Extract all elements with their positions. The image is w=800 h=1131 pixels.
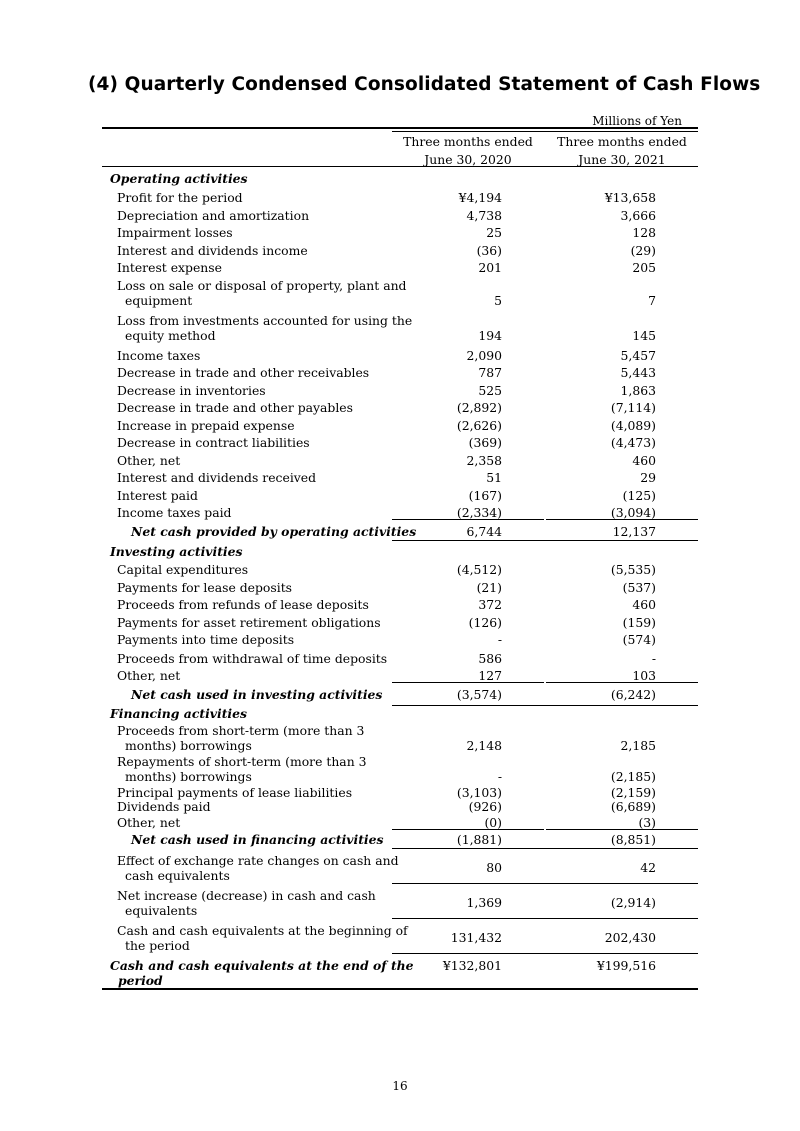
value-2020: 2,148 xyxy=(466,738,502,753)
value-2021: (29) xyxy=(630,243,656,258)
value-2021: 5,443 xyxy=(620,365,656,380)
value-2020: 525 xyxy=(478,383,502,398)
row-label xyxy=(110,544,242,559)
value-2020: 1,369 xyxy=(466,895,502,910)
row-label xyxy=(117,723,364,753)
value-2020: - xyxy=(497,632,502,647)
value-2021: (3,094) xyxy=(610,505,656,520)
table-bottom-rule xyxy=(102,988,698,990)
value-2021: (6,242) xyxy=(610,687,656,702)
column-header-line2: June 30, 2020 xyxy=(424,151,512,167)
row-label xyxy=(117,190,243,205)
row-label xyxy=(117,668,180,683)
value-2020: 2,358 xyxy=(466,453,502,468)
column-header-line2: June 30, 2021 xyxy=(578,151,666,167)
value-2020: 2,090 xyxy=(466,348,502,363)
value-2021: 205 xyxy=(632,260,656,275)
section-rule xyxy=(392,953,698,954)
value-2021: (125) xyxy=(622,488,656,503)
row-label xyxy=(110,706,247,721)
value-2021: 128 xyxy=(632,225,656,240)
value-2020: (2,334) xyxy=(456,505,502,520)
row-label-line2: equity method xyxy=(125,328,216,343)
row-label-line1: Cash and cash equivalents at the end of the xyxy=(110,958,414,973)
row-label-line2: equivalents xyxy=(125,903,198,918)
row-label xyxy=(110,171,248,186)
value-2021: (7,114) xyxy=(610,400,656,415)
value-2020: (21) xyxy=(476,580,502,595)
header-top-rule xyxy=(102,127,698,129)
row-label-line1: Decrease in trade and other payables xyxy=(117,400,353,415)
row-label-line1: Net cash provided by operating activities xyxy=(131,524,417,539)
row-label xyxy=(131,832,383,847)
row-label-line1: Interest and dividends income xyxy=(117,243,308,258)
section-rule xyxy=(392,918,698,919)
row-label-line1: Interest paid xyxy=(117,488,198,503)
value-2020: (3,103) xyxy=(456,785,502,800)
row-label xyxy=(117,453,180,468)
row-label-line1: Capital expenditures xyxy=(117,562,249,577)
row-label xyxy=(117,597,369,612)
row-label-line1: Net cash used in financing activities xyxy=(131,832,384,847)
value-2021: 3,666 xyxy=(620,208,656,223)
row-label-line2: the period xyxy=(125,938,190,953)
value-2020: ¥132,801 xyxy=(442,958,502,973)
row-label xyxy=(117,615,381,630)
value-2021: (2,185) xyxy=(610,769,656,784)
column-header-line1: Three months ended xyxy=(403,134,533,149)
value-2020: (4,512) xyxy=(456,562,502,577)
subtotal-rule xyxy=(546,829,698,830)
row-label xyxy=(117,400,353,415)
row-label xyxy=(117,799,211,814)
row-label-line2: months) borrowings xyxy=(125,769,252,784)
row-label xyxy=(117,243,308,258)
section-rule xyxy=(392,705,698,706)
row-label xyxy=(117,313,412,343)
value-2021: 2,185 xyxy=(620,738,656,753)
section-rule xyxy=(392,540,698,541)
row-label-line1: Net increase (decrease) in cash and cash xyxy=(117,888,376,903)
value-2020: (2,626) xyxy=(456,418,502,433)
row-label xyxy=(117,505,232,520)
row-label xyxy=(117,208,309,223)
column-header-2021 xyxy=(552,133,692,168)
row-label-line1: Payments for asset retirement obligations xyxy=(117,615,381,630)
page-title: (4) Quarterly Condensed Consolidated Statement of Cash Flows xyxy=(88,74,761,95)
value-2021: 103 xyxy=(632,668,656,683)
value-2020: 787 xyxy=(478,365,502,380)
row-label xyxy=(117,278,407,308)
row-label-line1: Loss from investments accounted for using the xyxy=(117,313,413,328)
column-header-line1: Three months ended xyxy=(557,134,687,149)
row-label xyxy=(117,470,316,485)
header-bottom-rule xyxy=(102,166,698,167)
row-label xyxy=(117,418,295,433)
value-2021: 5,457 xyxy=(620,348,656,363)
row-label-line1: Effect of exchange rate changes on cash and xyxy=(117,853,399,868)
value-2021: (2,159) xyxy=(610,785,656,800)
column-header-2020 xyxy=(398,133,538,168)
row-label xyxy=(117,923,408,953)
row-label xyxy=(131,687,382,702)
row-label xyxy=(117,785,352,800)
row-label-line1: Interest and dividends received xyxy=(117,470,317,485)
row-label xyxy=(117,260,222,275)
value-2020: 201 xyxy=(478,260,502,275)
subtotal-rule xyxy=(546,682,698,683)
subtotal-rule xyxy=(392,829,544,830)
value-2021: (3) xyxy=(638,815,656,830)
row-label xyxy=(117,815,180,830)
value-2021: 460 xyxy=(632,453,656,468)
row-label-line1: Decrease in inventories xyxy=(117,383,266,398)
value-2021: (5,535) xyxy=(610,562,656,577)
value-2021: ¥13,658 xyxy=(604,190,656,205)
page-number: 16 xyxy=(392,1079,408,1093)
row-label xyxy=(131,524,416,539)
row-label xyxy=(117,853,399,883)
row-label-line1: Income taxes xyxy=(117,348,201,363)
row-label-line1: Profit for the period xyxy=(117,190,243,205)
row-label-line1: Financing activities xyxy=(110,706,247,721)
row-label xyxy=(117,754,367,784)
value-2020: (126) xyxy=(468,615,502,630)
value-2020: 194 xyxy=(478,328,502,343)
value-2021: 42 xyxy=(640,860,656,875)
row-label xyxy=(117,632,294,647)
value-2021: 7 xyxy=(648,293,656,308)
value-2021: (6,689) xyxy=(610,799,656,814)
value-2020: 131,432 xyxy=(450,930,502,945)
row-label-line1: Principal payments of lease liabilities xyxy=(117,785,353,800)
value-2021: 29 xyxy=(640,470,656,485)
row-label-line1: Other, net xyxy=(117,668,181,683)
header-inner-rule xyxy=(392,131,698,132)
row-label-line1: Repayments of short-term (more than 3 xyxy=(117,754,367,769)
row-label xyxy=(117,651,387,666)
value-2021: 202,430 xyxy=(604,930,656,945)
row-label-line1: Dividends paid xyxy=(117,799,211,814)
value-2020: (926) xyxy=(468,799,502,814)
row-label-line1: Cash and cash equivalents at the beginning of xyxy=(117,923,408,938)
value-2020: 372 xyxy=(478,597,502,612)
value-2021: - xyxy=(651,651,656,666)
row-label-line1: Payments for lease deposits xyxy=(117,580,293,595)
subtotal-rule xyxy=(546,519,698,520)
row-label-line1: Investing activities xyxy=(110,544,243,559)
row-label-line1: Net cash used in investing activities xyxy=(131,687,383,702)
row-label-line1: Depreciation and amortization xyxy=(117,208,310,223)
value-2021: 1,863 xyxy=(620,383,656,398)
row-label-line2: period xyxy=(118,973,163,988)
row-label-line2: cash equivalents xyxy=(125,868,230,883)
value-2021: ¥199,516 xyxy=(596,958,656,973)
value-2021: (4,473) xyxy=(610,435,656,450)
value-2020: 51 xyxy=(486,470,502,485)
value-2021: (4,089) xyxy=(610,418,656,433)
units-label: Millions of Yen xyxy=(592,114,682,128)
row-label-line1: Proceeds from refunds of lease deposits xyxy=(117,597,369,612)
row-label-line1: Income taxes paid xyxy=(117,505,232,520)
row-label-line2: months) borrowings xyxy=(125,738,252,753)
value-2020: 6,744 xyxy=(466,524,502,539)
value-2020: 4,738 xyxy=(466,208,502,223)
value-2021: 12,137 xyxy=(612,524,656,539)
value-2021: (537) xyxy=(622,580,656,595)
value-2020: (3,574) xyxy=(456,687,502,702)
row-label-line1: Other, net xyxy=(117,815,181,830)
row-label-line1: Payments into time deposits xyxy=(117,632,295,647)
row-label xyxy=(117,435,310,450)
value-2020: 5 xyxy=(494,293,502,308)
value-2020: (0) xyxy=(484,815,502,830)
row-label-line1: Increase in prepaid expense xyxy=(117,418,295,433)
value-2021: 460 xyxy=(632,597,656,612)
value-2021: (159) xyxy=(622,615,656,630)
row-label-line1: Loss on sale or disposal of property, plant and xyxy=(117,278,407,293)
value-2020: - xyxy=(497,769,502,784)
row-label xyxy=(117,365,369,380)
subtotal-rule xyxy=(392,682,544,683)
row-label xyxy=(117,348,200,363)
row-label-line1: Impairment losses xyxy=(117,225,233,240)
row-label-line1: Proceeds from short-term (more than 3 xyxy=(117,723,365,738)
value-2021: (574) xyxy=(622,632,656,647)
row-label xyxy=(117,225,233,240)
row-label xyxy=(110,958,414,988)
value-2021: 145 xyxy=(632,328,656,343)
value-2020: 586 xyxy=(478,651,502,666)
row-label-line1: Decrease in contract liabilities xyxy=(117,435,310,450)
value-2020: (36) xyxy=(476,243,502,258)
row-label-line1: Other, net xyxy=(117,453,181,468)
value-2020: 80 xyxy=(486,860,502,875)
row-label xyxy=(117,383,266,398)
row-label-line1: Operating activities xyxy=(110,171,248,186)
value-2020: (167) xyxy=(468,488,502,503)
value-2021: (8,851) xyxy=(610,832,656,847)
row-label xyxy=(117,562,248,577)
row-label xyxy=(117,580,292,595)
value-2020: (369) xyxy=(468,435,502,450)
row-label-line2: equipment xyxy=(125,293,193,308)
section-rule xyxy=(392,883,698,884)
value-2020: 127 xyxy=(478,668,502,683)
value-2020: (2,892) xyxy=(456,400,502,415)
subtotal-rule xyxy=(392,519,544,520)
value-2020: 25 xyxy=(486,225,502,240)
row-label-line1: Interest expense xyxy=(117,260,222,275)
row-label-line1: Decrease in trade and other receivables xyxy=(117,365,370,380)
row-label-line1: Proceeds from withdrawal of time deposits xyxy=(117,651,388,666)
value-2020: ¥4,194 xyxy=(458,190,502,205)
value-2020: (1,881) xyxy=(456,832,502,847)
row-label xyxy=(117,488,198,503)
row-label xyxy=(117,888,376,918)
value-2021: (2,914) xyxy=(610,895,656,910)
section-rule xyxy=(392,848,698,849)
